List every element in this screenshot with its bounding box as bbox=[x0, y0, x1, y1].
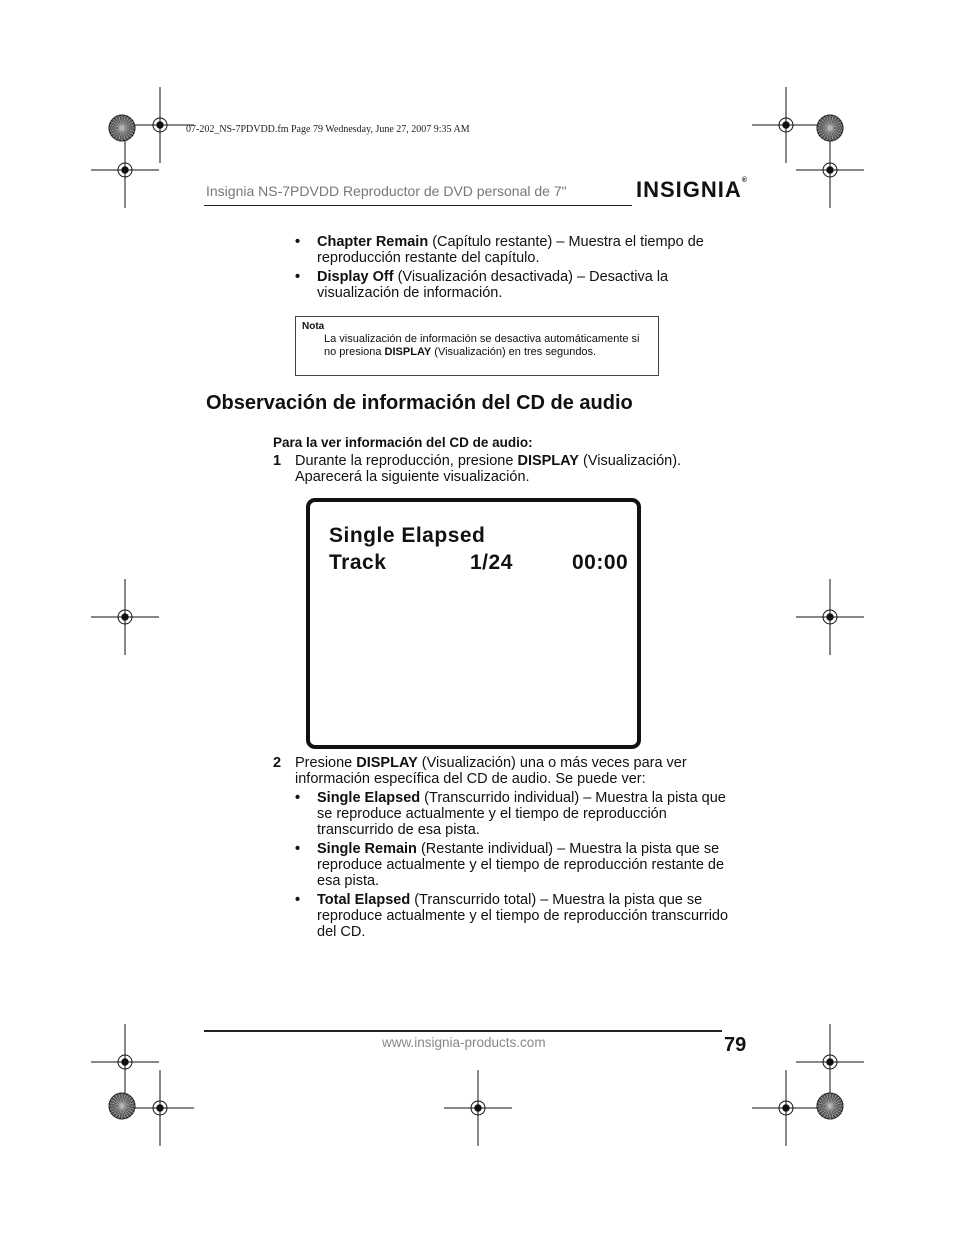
step-number: 1 bbox=[273, 453, 282, 469]
color-target-icon bbox=[817, 115, 843, 141]
list-item: • Total Elapsed (Transcurrido total) – Muestra la pista que se reproduce actualmente y el tiempo de reproducción transcurrido del CD. bbox=[295, 892, 729, 940]
crop-mark-icon bbox=[91, 1024, 159, 1100]
crop-mark-icon bbox=[444, 1070, 512, 1146]
top-bullet-list bbox=[295, 234, 745, 304]
step-2: 2 Presione DISPLAY (Visualización) una o más veces para ver información específica del CD de audio. Se puede ver: bbox=[273, 755, 687, 787]
bullet-term: Display Off bbox=[317, 269, 394, 285]
print-slug: 07-202_NS-7PDVDD.fm Page 79 Wednesday, June 27, 2007 9:35 AM bbox=[186, 124, 470, 135]
list-item: • Display Off (Visualización desactivada) – Desactiva la visualización de información. bbox=[295, 269, 669, 301]
step2-bullet-list bbox=[295, 790, 745, 943]
display-screen-illustration bbox=[306, 498, 641, 749]
crop-mark-icon bbox=[796, 132, 864, 208]
bullet-term: Chapter Remain bbox=[317, 234, 429, 250]
crop-mark-icon bbox=[796, 579, 864, 655]
color-target-icon bbox=[817, 1093, 843, 1119]
header-rule bbox=[204, 205, 632, 206]
crop-mark-icon bbox=[752, 87, 820, 163]
page-number: 79 bbox=[724, 1034, 747, 1056]
bullet-text: (Visualización desactivada) – Desactiva la visualización de información. bbox=[317, 269, 669, 301]
bullet-term: Single Remain bbox=[317, 841, 417, 857]
list-item: • Chapter Remain (Capítulo restante) – Muestra el tiempo de reproducción restante del capítulo. bbox=[295, 234, 704, 266]
screen-time: 00:00 bbox=[572, 551, 629, 574]
bullet-text: (Transcurrido total) – Muestra la pista que se reproduce actualmente y el tiempo de reproducción transcurrido del CD. bbox=[317, 892, 729, 940]
crop-mark-icon bbox=[126, 87, 194, 163]
note-text: La visualización de información se desactiva automáticamente si no presiona DISPLAY (Visualización) en tres segundos. bbox=[324, 333, 640, 358]
list-item: • Single Remain (Restante individual) – Muestra la pista que se reproduce actualmente y el tiempo de reproducción restante de esa pista. bbox=[295, 841, 725, 889]
insignia-logo: INSIGNIA® bbox=[636, 177, 748, 202]
crop-mark-icon bbox=[796, 1024, 864, 1100]
screen-track-label: Track bbox=[329, 551, 387, 574]
crop-mark-icon bbox=[752, 1070, 820, 1146]
footer-url: www.insignia-products.com bbox=[382, 1035, 546, 1050]
note-box bbox=[295, 316, 659, 376]
screen-track-number: 1/24 bbox=[470, 551, 513, 574]
screen-mode-label: Single Elapsed bbox=[329, 524, 486, 547]
crop-mark-icon bbox=[91, 132, 159, 208]
bullet-text: (Restante individual) – Muestra la pista que se reproduce actualmente y el tiempo de reproducción restante de esa pista. bbox=[317, 841, 725, 889]
color-target-icon bbox=[109, 1093, 135, 1119]
crop-mark-icon bbox=[91, 579, 159, 655]
note-label: Nota bbox=[302, 321, 325, 332]
color-target-icon bbox=[109, 115, 135, 141]
procedure-title: Para la ver información del CD de audio: bbox=[273, 435, 533, 450]
footer-rule bbox=[204, 1030, 722, 1032]
step-number: 2 bbox=[273, 755, 282, 771]
bullet-text: (Capítulo restante) – Muestra el tiempo de reproducción restante del capítulo. bbox=[317, 234, 704, 266]
bullet-term: Single Elapsed bbox=[317, 790, 421, 806]
step-1: 1 Durante la reproducción, presione DISPLAY (Visualización). Aparecerá la siguiente visualización. bbox=[273, 453, 682, 485]
section-heading: Observación de información del CD de audio bbox=[206, 392, 633, 414]
crop-mark-icon bbox=[126, 1070, 194, 1146]
header-title: Insignia NS-7PDVDD Reproductor de DVD personal de 7" bbox=[206, 183, 567, 199]
bullet-term: Total Elapsed bbox=[317, 892, 411, 908]
bullet-text: (Transcurrido individual) – Muestra la pista que se reproduce actualmente y el tiempo de reproducción transcurrido de esa pista. bbox=[317, 790, 726, 838]
list-item: • Single Elapsed (Transcurrido individual) – Muestra la pista que se reproduce actualmente y el tiempo de reproducción transcurrido de esa pista. bbox=[295, 790, 726, 838]
